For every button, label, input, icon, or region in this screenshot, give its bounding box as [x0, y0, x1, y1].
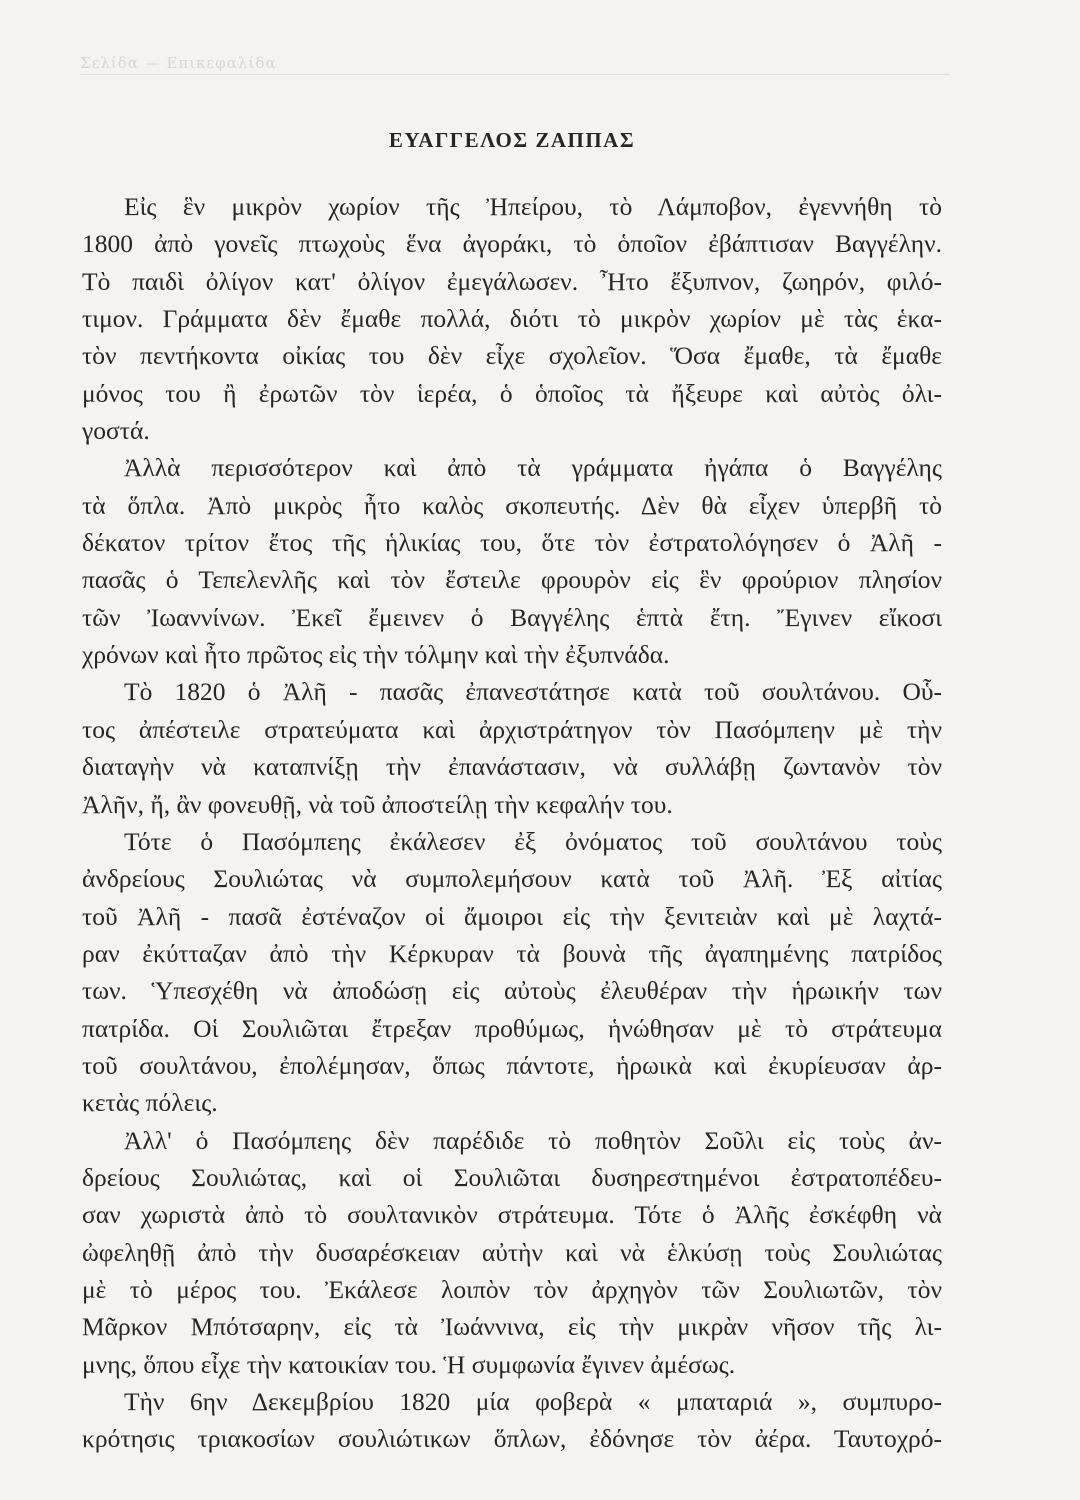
text-line: γοστά.: [82, 416, 150, 446]
text-line: μόνος του ἢ ἐρωτῶν τὸν ἱερέα, ὁ ὁποῖος τὰ ἤξευρε καὶ αὐτὸς ὀλι-: [82, 378, 942, 408]
chapter-title: ΕΥΑΓΓΕΛΟΣ ΖΑΠΠΑΣ: [388, 128, 636, 152]
text-line: δρείους Σουλιώτας, καὶ οἱ Σουλιῶται δυσηρεστημένοι ἐστρατοπέδευ-: [82, 1162, 942, 1192]
text-line: τῶν Ἰωαννίνων. Ἐκεῖ ἔμεινεν ὁ Βαγγέλης ἑπτὰ ἔτη. Ἔγινεν εἴκοσι: [82, 602, 942, 632]
text-line: ὠφεληθῇ ἀπὸ τὴν δυσαρέσκειαν αὐτὴν καὶ νὰ ἑλκύσῃ τοὺς Σουλιώτας: [82, 1237, 942, 1267]
text-line: Τότε ὁ Πασόμπεης ἐκάλεσεν ἐξ ὀνόματος τοῦ σουλτάνου τοὺς: [124, 826, 942, 856]
text-line: Ἀλλ' ὁ Πασόμπεης δὲν παρέδιδε τὸ ποθητὸν Σοῦλι εἰς τοὺς ἀν-: [124, 1125, 942, 1155]
document-page: [82, 128, 942, 1458]
text-line: Ἀλῆν, ἤ, ἂν φονευθῇ, νὰ τοῦ ἀποστείλῃ τὴν κεφαλήν του.: [82, 789, 673, 819]
text-line: τοῦ σουλτάνου, ἐπολέμησαν, ὅπως πάντοτε, ἡρωικὰ καὶ ἐκυρίευσαν ἀρ-: [82, 1050, 942, 1080]
text-line: δέκατον τρίτον ἔτος τῆς ἡλικίας του, ὅτε τὸν ἐστρατολόγησεν ὁ Ἀλῆ -: [82, 528, 942, 558]
text-line: μὲ τὸ μέρος του. Ἐκάλεσε λοιπὸν τὸν ἀρχηγὸν τῶν Σουλιωτῶν, τὸν: [82, 1274, 942, 1304]
text-line: κετὰς πόλεις.: [82, 1088, 218, 1118]
text-line: μνης, ὅπου εἶχε τὴν κατοικίαν του. Ἡ συμφωνία ἔγινεν ἀμέσως.: [82, 1349, 736, 1379]
text-line: τοῦ Ἀλῆ - πασᾶ ἐστέναζον οἱ ἄμοιροι εἰς τὴν ξενιτειὰν καὶ μὲ λαχτά-: [82, 901, 942, 931]
text-line: Τὴν 6ην Δεκεμβρίου 1820 μία φοβερὰ « μπαταριά », συμπυρο-: [124, 1387, 942, 1416]
text-line: Εἰς ἓν μικρὸν χωρίον τῆς Ἠπείρου, τὸ Λάμποβον, ἐγεννήθη τὸ: [124, 192, 942, 221]
text-line: Τὸ 1820 ὁ Ἀλῆ - πασᾶς ἐπανεστάτησε κατὰ τοῦ σουλτάνου. Οὗ-: [124, 677, 942, 707]
text-line: των. Ὑπεσχέθη νὰ ἀποδώσῃ εἰς αὐτοὺς ἐλευθέραν τὴν ἡρωικήν των: [82, 976, 942, 1006]
text-line: τιμον. Γράμματα δὲν ἔμαθε πολλά, διότι τὸ μικρὸν χωρίον μὲ τὰς ἑκα-: [82, 304, 942, 334]
text-line: πατρίδα. Οἱ Σουλιῶται ἔτρεξαν προθύμως, ἡνώθησαν μὲ τὸ στράτευμα: [82, 1013, 942, 1043]
text-line: κρότησις τριακοσίων σουλιώτικων ὅπλων, ἐδόνησε τὸν ἀέρα. Ταυτοχρό-: [82, 1424, 942, 1454]
text-line: τὰ ὅπλα. Ἀπὸ μικρὸς ἦτο καλὸς σκοπευτής. Δὲν θὰ εἶχεν ὑπερβῆ τὸ: [82, 490, 942, 520]
text-line: Ἀλλὰ περισσότερον καὶ ἀπὸ τὰ γράμματα ἠγάπα ὁ Βαγγέλης: [124, 453, 942, 483]
text-line: σαν χωριστὰ ἀπὸ τὸ σουλτανικὸν στράτευμα. Τότε ὁ Ἀλῆς ἐσκέφθη νὰ: [82, 1200, 942, 1230]
bleed-through-header: Σελίδα — Επικεφαλίδα: [80, 54, 950, 75]
text-line: διαταγὴν νὰ καταπνίξῃ τὴν ἐπανάστασιν, νὰ συλλάβῃ ζωντανὸν τὸν: [82, 752, 942, 782]
body-text: [82, 188, 942, 1458]
text-line: τος ἀπέστειλε στρατεύματα καὶ ἀρχιστράτηγον τὸν Πασόμπεην μὲ τὴν: [82, 714, 942, 744]
text-line: ραν ἐκύτταζαν ἀπὸ τὴν Κέρκυραν τὰ βουνὰ τῆς ἀγαπημένης πατρίδος: [82, 938, 942, 968]
text-line: Μᾶρκον Μπότσαρην, εἰς τὰ Ἰωάννινα, εἰς τὴν μικρὰν νῆσον τῆς λι-: [82, 1312, 942, 1342]
text-line: πασᾶς ὁ Τεπελενλῆς καὶ τὸν ἔστειλε φρουρὸν εἰς ἓν φρούριον πλησίον: [82, 565, 942, 595]
text-line: χρόνων καὶ ἦτο πρῶτος εἰς τὴν τόλμην καὶ τὴν ἐξυπνάδα.: [82, 640, 670, 670]
text-line: 1800 ἀπὸ γονεῖς πτωχοὺς ἕνα ἀγοράκι, τὸ ὁποῖον ἐβάπτισαν Βαγγέλην.: [82, 229, 942, 259]
text-line: τὸν πεντήκοντα οἰκίας του δὲν εἶχε σχολεῖον. Ὅσα ἔμαθε, τὰ ἔμαθε: [82, 341, 942, 371]
text-line: ἀνδρείους Σουλιώτας νὰ συμπολεμήσουν κατὰ τοῦ Ἀλῆ. Ἐξ αἰτίας: [82, 864, 942, 894]
text-line: Τὸ παιδὶ ὀλίγον κατ' ὀλίγον ἐμεγάλωσεν. Ἦτο ἔξυπνον, ζωηρόν, φιλό-: [82, 266, 942, 296]
